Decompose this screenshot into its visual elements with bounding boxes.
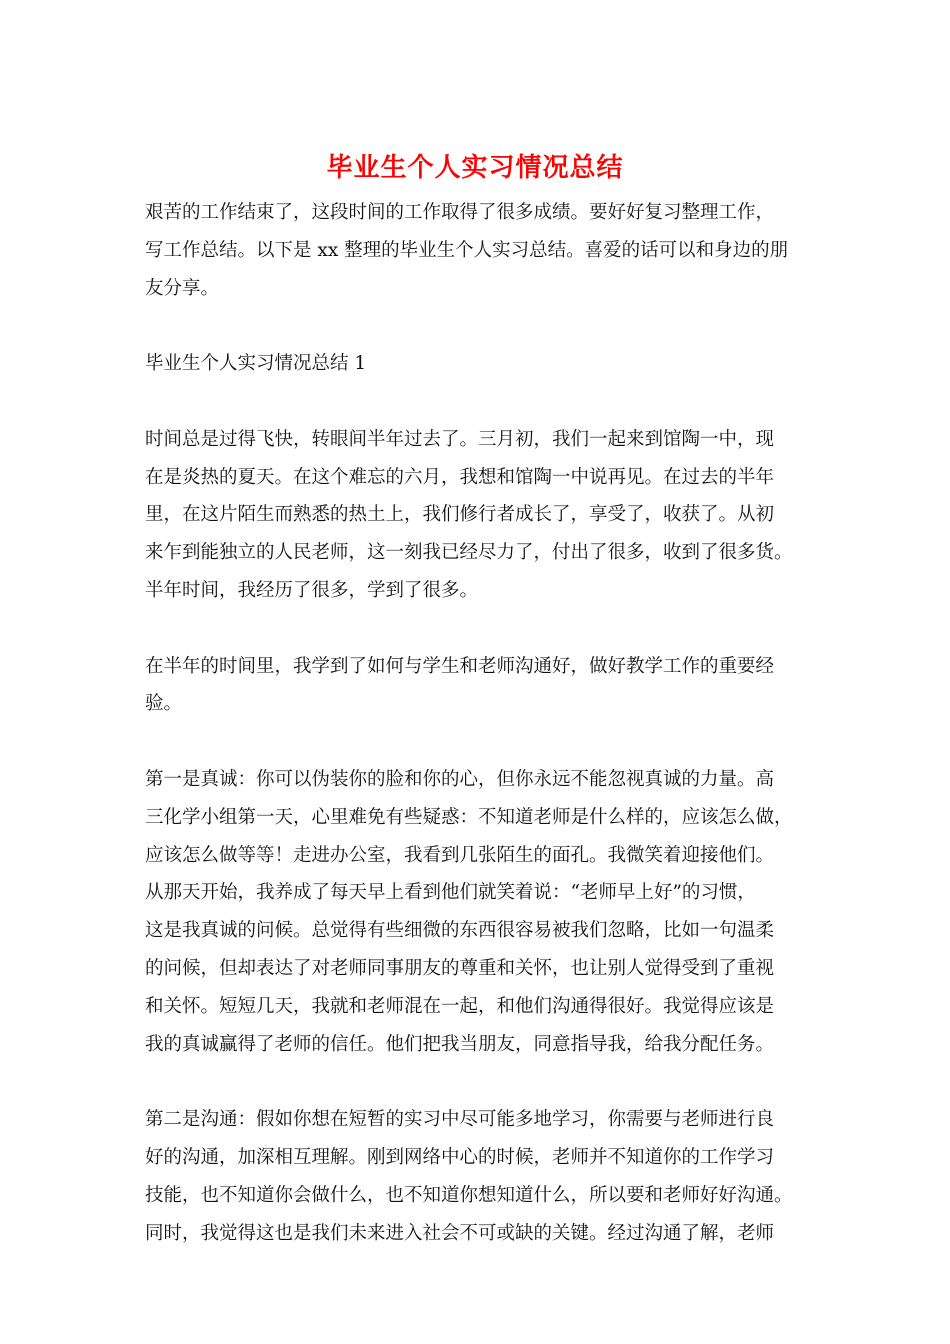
- document-title: 毕业生个人实习情况总结: [326, 153, 624, 183]
- text-line: 写工作总结。以下是 xx 整理的毕业生个人实习总结。喜爱的话可以和身边的朋: [145, 239, 789, 261]
- paragraph-time: [145, 421, 813, 610]
- paragraph-gap: [145, 383, 813, 421]
- text-line: 时间总是过得飞快，转眼间半年过去了。三月初，我们一起来到馆陶一中，现: [145, 428, 775, 450]
- text-line: 半年时间，我经历了很多，学到了很多。: [145, 579, 479, 601]
- paragraph-gap: [145, 723, 813, 761]
- text-line: 第二是沟通：假如你想在短暂的实习中尽可能多地学习，你需要与老师进行良: [145, 1109, 775, 1131]
- paragraph-gap: [145, 1063, 813, 1101]
- text-line: 友分享。: [145, 277, 220, 299]
- text-line: 应该怎么做等等！走进办公室，我看到几张陌生的面孔。我微笑着迎接他们。: [145, 844, 775, 866]
- paragraph-sincerity: [145, 761, 813, 1063]
- paragraph-gap: [145, 610, 813, 648]
- text-line: 好的沟通，加深相互理解。刚到网络中心的时候，老师并不知道你的工作学习: [145, 1146, 775, 1168]
- text-line: 从那天开始，我养成了每天早上看到他们就笑着说：“老师早上好”的习惯，: [145, 882, 756, 904]
- section-heading: [145, 345, 813, 383]
- text-line: 我的真诚赢得了老师的信任。他们把我当朋友，同意指导我，给我分配任务。: [145, 1033, 775, 1055]
- document-body: [145, 194, 813, 1252]
- text-line: 和关怀。短短几天，我就和老师混在一起，和他们沟通得很好。我觉得应该是: [145, 995, 775, 1017]
- text-line: 里，在这片陌生而熟悉的热土上，我们修行者成长了，享受了，收获了。从初: [145, 504, 775, 526]
- paragraph-communication: [145, 1101, 813, 1252]
- text-line: 的问候，但却表达了对老师同事朋友的尊重和关怀，也让别人觉得受到了重视: [145, 957, 775, 979]
- paragraph-intro: [145, 194, 813, 307]
- text-line: 技能，也不知道你会做什么，也不知道你想知道什么，所以要和老师好好沟通。: [145, 1184, 793, 1206]
- text-line: 艰苦的工作结束了，这段时间的工作取得了很多成绩。要好好复习整理工作，: [145, 202, 775, 223]
- text-line: 第一是真诚：你可以伪装你的脸和你的心，但你永远不能忽视真诚的力量。高: [145, 768, 775, 790]
- text-line: 毕业生个人实习情况总结 1: [145, 353, 367, 375]
- text-line: 在半年的时间里，我学到了如何与学生和老师沟通好，做好教学工作的重要经: [145, 655, 775, 677]
- paragraph-gap: [145, 307, 813, 345]
- text-line: 来乍到能独立的人民老师，这一刻我已经尽力了，付出了很多，收到了很多货。: [145, 542, 793, 564]
- text-line: 在是炎热的夏天。在这个难忘的六月，我想和馆陶一中说再见。在过去的半年: [145, 466, 775, 488]
- text-line: 这是我真诚的问候。总觉得有些细微的东西很容易被我们忽略，比如一句温柔: [145, 920, 775, 942]
- text-line: 验。: [145, 693, 183, 715]
- text-line: 三化学小组第一天，心里难免有些疑惑：不知道老师是什么样的，应该怎么做，: [145, 806, 793, 828]
- paragraph-experience: [145, 648, 813, 724]
- text-line: 同时，我觉得这也是我们未来进入社会不可或缺的关键。经过沟通了解，老师: [145, 1222, 775, 1244]
